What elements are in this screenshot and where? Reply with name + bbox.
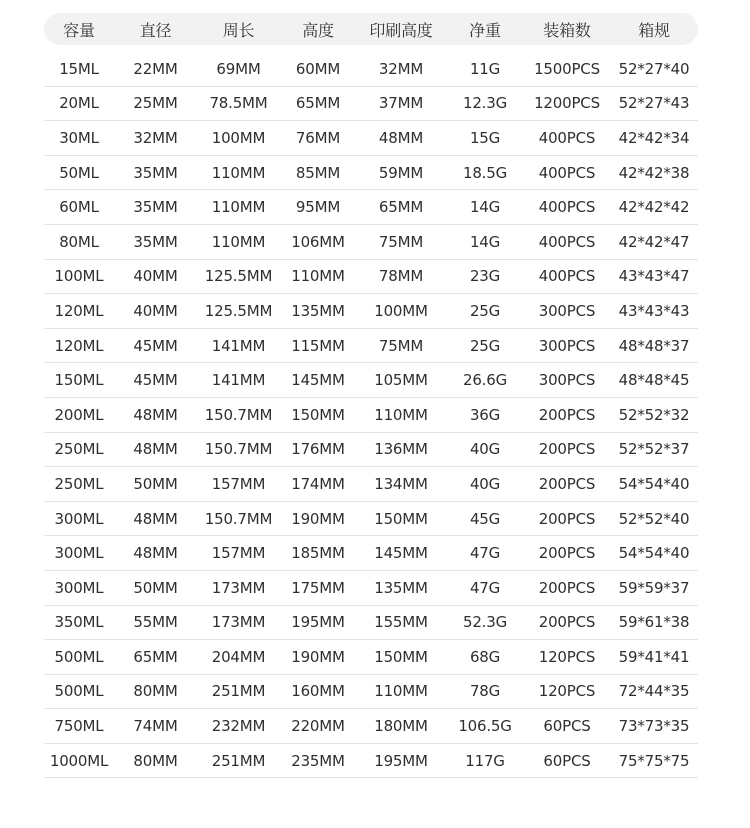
cell-capacity: 250ML: [54, 474, 104, 493]
cell-carton-size: 54*54*40: [618, 544, 690, 563]
cell-capacity: 100ML: [54, 267, 104, 286]
cell-height: 176MM: [291, 440, 345, 459]
cell-net-weight: 14G: [469, 198, 501, 217]
cell-net-weight: 68G: [469, 647, 501, 666]
cell-circumference: 125.5MM: [204, 301, 273, 320]
cell-circumference: 125.5MM: [204, 267, 273, 286]
cell-circumference: 100MM: [211, 128, 266, 147]
cell-height: 190MM: [291, 509, 345, 528]
cell-carton-quantity: 1200PCS: [534, 94, 600, 113]
cell-diameter: 48MM: [133, 509, 178, 528]
table-row: [44, 87, 698, 122]
cell-capacity: 1000ML: [49, 751, 109, 770]
cell-circumference: 110MM: [211, 198, 266, 217]
cell-circumference: 150.7MM: [204, 440, 273, 459]
cell-carton-quantity: 120PCS: [538, 647, 596, 666]
cell-diameter: 80MM: [133, 682, 178, 701]
cell-height: 174MM: [291, 474, 345, 493]
cell-carton-size: 72*44*35: [618, 682, 690, 701]
cell-net-weight: 11G: [469, 59, 501, 78]
cell-carton-size: 54*54*40: [618, 474, 690, 493]
cell-diameter: 48MM: [133, 405, 178, 424]
table-row: [44, 121, 698, 156]
cell-carton-quantity: 200PCS: [538, 474, 596, 493]
cell-net-weight: 26.6G: [462, 371, 508, 390]
table-row: [44, 675, 698, 710]
cell-carton-size: 43*43*47: [618, 267, 690, 286]
cell-diameter: 48MM: [133, 440, 178, 459]
cell-height: 135MM: [291, 301, 345, 320]
cell-carton-quantity: 60PCS: [543, 751, 591, 770]
cell-carton-size: 52*27*40: [618, 59, 690, 78]
table-row: [44, 606, 698, 641]
header-print-height: 印刷高度: [369, 20, 433, 40]
header-capacity: 容量: [63, 20, 95, 40]
cell-net-weight: 47G: [469, 578, 501, 597]
cell-capacity: 15ML: [59, 59, 99, 78]
table-row: [44, 294, 698, 329]
cell-net-weight: 36G: [469, 405, 501, 424]
table-row: [44, 640, 698, 675]
cell-carton-quantity: 1500PCS: [534, 59, 600, 78]
cell-print-height: 110MM: [374, 682, 428, 701]
cell-print-height: 78MM: [378, 267, 424, 286]
cell-print-height: 145MM: [374, 544, 428, 563]
table-row: [44, 467, 698, 502]
cell-height: 150MM: [291, 405, 345, 424]
cell-net-weight: 18.5G: [462, 163, 508, 182]
cell-diameter: 48MM: [133, 544, 178, 563]
cell-circumference: 110MM: [211, 163, 266, 182]
cell-height: 106MM: [291, 232, 345, 251]
cell-circumference: 173MM: [211, 578, 266, 597]
cell-net-weight: 14G: [469, 232, 501, 251]
table-row: [44, 571, 698, 606]
cell-carton-quantity: 200PCS: [538, 440, 596, 459]
cell-print-height: 135MM: [374, 578, 428, 597]
cell-circumference: 251MM: [211, 751, 266, 770]
cell-circumference: 157MM: [211, 474, 266, 493]
cell-diameter: 65MM: [133, 647, 178, 666]
table-header: [44, 13, 698, 45]
cell-carton-size: 59*41*41: [618, 647, 690, 666]
cell-net-weight: 52.3G: [462, 613, 508, 632]
cell-capacity: 60ML: [59, 198, 99, 217]
cell-carton-quantity: 60PCS: [543, 717, 591, 736]
cell-capacity: 80ML: [59, 232, 99, 251]
cell-capacity: 750ML: [54, 717, 104, 736]
cell-circumference: 69MM: [216, 59, 261, 78]
cell-height: 60MM: [295, 59, 341, 78]
cell-carton-quantity: 300PCS: [538, 371, 596, 390]
cell-carton-size: 42*42*38: [618, 163, 690, 182]
table-row: [44, 225, 698, 260]
cell-carton-quantity: 300PCS: [538, 301, 596, 320]
cell-height: 160MM: [291, 682, 345, 701]
cell-capacity: 350ML: [54, 613, 104, 632]
cell-height: 115MM: [291, 336, 345, 355]
cell-diameter: 50MM: [133, 578, 178, 597]
header-carton-size: 箱规: [638, 20, 670, 40]
cell-print-height: 48MM: [378, 128, 424, 147]
cell-diameter: 35MM: [133, 163, 178, 182]
cell-net-weight: 40G: [469, 440, 501, 459]
header-height: 高度: [302, 20, 334, 40]
cell-diameter: 74MM: [133, 717, 178, 736]
cell-carton-size: 59*59*37: [618, 578, 690, 597]
cell-carton-size: 75*75*75: [618, 751, 690, 770]
cell-circumference: 157MM: [211, 544, 266, 563]
table-row: [44, 433, 698, 468]
table-row: [44, 709, 698, 744]
cell-net-weight: 23G: [469, 267, 501, 286]
cell-net-weight: 106.5G: [458, 717, 512, 736]
cell-circumference: 141MM: [211, 336, 266, 355]
cell-capacity: 500ML: [54, 647, 104, 666]
cell-print-height: 155MM: [374, 613, 428, 632]
cell-carton-size: 48*48*37: [618, 336, 690, 355]
cell-height: 76MM: [295, 128, 341, 147]
cell-carton-size: 42*42*47: [618, 232, 690, 251]
cell-net-weight: 40G: [469, 474, 501, 493]
cell-net-weight: 47G: [469, 544, 501, 563]
cell-height: 85MM: [295, 163, 341, 182]
cell-capacity: 300ML: [54, 509, 104, 528]
cell-capacity: 500ML: [54, 682, 104, 701]
header-circumference: 周长: [222, 20, 255, 40]
table-row: [44, 156, 698, 191]
table-row: [44, 329, 698, 364]
cell-diameter: 40MM: [133, 267, 178, 286]
cell-print-height: 150MM: [374, 647, 428, 666]
cell-print-height: 195MM: [374, 751, 428, 770]
cell-carton-quantity: 200PCS: [538, 509, 596, 528]
table-row: [44, 363, 698, 398]
cell-diameter: 55MM: [133, 613, 178, 632]
cell-carton-size: 42*42*42: [618, 198, 690, 217]
cell-net-weight: 45G: [469, 509, 501, 528]
cell-capacity: 300ML: [54, 544, 104, 563]
cell-circumference: 78.5MM: [209, 94, 268, 113]
cell-carton-quantity: 200PCS: [538, 578, 596, 597]
cell-circumference: 232MM: [211, 717, 266, 736]
cell-print-height: 59MM: [378, 163, 424, 182]
cell-diameter: 45MM: [133, 336, 178, 355]
cell-height: 145MM: [291, 371, 345, 390]
header-carton-quantity: 装箱数: [543, 20, 591, 40]
cell-circumference: 150.7MM: [204, 405, 273, 424]
cell-circumference: 173MM: [211, 613, 266, 632]
cell-height: 195MM: [291, 613, 345, 632]
table-row: [44, 536, 698, 571]
cell-carton-size: 48*48*45: [618, 371, 690, 390]
cell-capacity: 200ML: [54, 405, 104, 424]
cell-print-height: 136MM: [374, 440, 428, 459]
cell-print-height: 134MM: [374, 474, 428, 493]
cell-print-height: 75MM: [378, 232, 424, 251]
cell-carton-quantity: 120PCS: [538, 682, 596, 701]
cell-print-height: 75MM: [378, 336, 424, 355]
cell-capacity: 50ML: [59, 163, 99, 182]
cell-carton-quantity: 400PCS: [538, 128, 596, 147]
cell-height: 95MM: [295, 198, 341, 217]
cell-carton-size: 52*27*43: [618, 94, 690, 113]
cell-print-height: 105MM: [374, 371, 428, 390]
cell-diameter: 35MM: [133, 232, 178, 251]
cell-carton-size: 43*43*43: [618, 301, 690, 320]
cell-circumference: 150.7MM: [204, 509, 273, 528]
cell-diameter: 80MM: [133, 751, 178, 770]
cell-height: 65MM: [295, 94, 341, 113]
spec-table: [44, 13, 698, 778]
cell-height: 185MM: [291, 544, 345, 563]
cell-height: 220MM: [291, 717, 345, 736]
cell-carton-quantity: 200PCS: [538, 544, 596, 563]
cell-circumference: 251MM: [211, 682, 266, 701]
cell-net-weight: 25G: [469, 301, 501, 320]
header-diameter: 直径: [139, 20, 172, 40]
cell-print-height: 180MM: [374, 717, 428, 736]
cell-carton-quantity: 200PCS: [538, 613, 596, 632]
cell-print-height: 110MM: [374, 405, 428, 424]
cell-carton-quantity: 400PCS: [538, 163, 596, 182]
cell-carton-quantity: 300PCS: [538, 336, 596, 355]
cell-carton-size: 52*52*37: [618, 440, 690, 459]
cell-print-height: 32MM: [378, 59, 424, 78]
cell-diameter: 32MM: [133, 128, 178, 147]
cell-net-weight: 25G: [469, 336, 501, 355]
cell-net-weight: 117G: [465, 751, 505, 770]
cell-print-height: 37MM: [378, 94, 424, 113]
table-row: [44, 502, 698, 537]
table-row: [44, 260, 698, 295]
cell-capacity: 30ML: [59, 128, 99, 147]
cell-height: 190MM: [291, 647, 345, 666]
cell-diameter: 25MM: [133, 94, 178, 113]
cell-net-weight: 15G: [469, 128, 501, 147]
table-row: [44, 190, 698, 225]
cell-carton-quantity: 200PCS: [538, 405, 596, 424]
cell-capacity: 150ML: [54, 371, 104, 390]
cell-capacity: 20ML: [59, 94, 99, 113]
cell-diameter: 22MM: [133, 59, 178, 78]
cell-carton-quantity: 400PCS: [538, 267, 596, 286]
cell-carton-quantity: 400PCS: [538, 198, 596, 217]
cell-diameter: 40MM: [133, 301, 178, 320]
cell-net-weight: 12.3G: [462, 94, 508, 113]
table-row: [44, 398, 698, 433]
cell-print-height: 150MM: [374, 509, 428, 528]
cell-diameter: 35MM: [133, 198, 178, 217]
table-body: [44, 52, 698, 778]
cell-height: 235MM: [291, 751, 345, 770]
cell-carton-quantity: 400PCS: [538, 232, 596, 251]
table-row: [44, 744, 698, 779]
header-net-weight: 净重: [469, 20, 501, 40]
cell-carton-size: 52*52*32: [618, 405, 690, 424]
cell-diameter: 50MM: [133, 474, 178, 493]
cell-circumference: 141MM: [211, 371, 266, 390]
cell-capacity: 120ML: [54, 336, 104, 355]
cell-carton-size: 73*73*35: [618, 717, 690, 736]
cell-net-weight: 78G: [469, 682, 501, 701]
cell-carton-size: 59*61*38: [618, 613, 690, 632]
cell-carton-size: 52*52*40: [618, 509, 690, 528]
cell-capacity: 300ML: [54, 578, 104, 597]
cell-capacity: 120ML: [54, 301, 104, 320]
cell-capacity: 250ML: [54, 440, 104, 459]
cell-diameter: 45MM: [133, 371, 178, 390]
cell-print-height: 100MM: [374, 301, 428, 320]
cell-height: 175MM: [291, 578, 345, 597]
cell-height: 110MM: [291, 267, 345, 286]
cell-print-height: 65MM: [378, 198, 424, 217]
cell-circumference: 204MM: [211, 647, 266, 666]
cell-carton-size: 42*42*34: [618, 128, 690, 147]
table-row: [44, 52, 698, 87]
cell-circumference: 110MM: [211, 232, 266, 251]
